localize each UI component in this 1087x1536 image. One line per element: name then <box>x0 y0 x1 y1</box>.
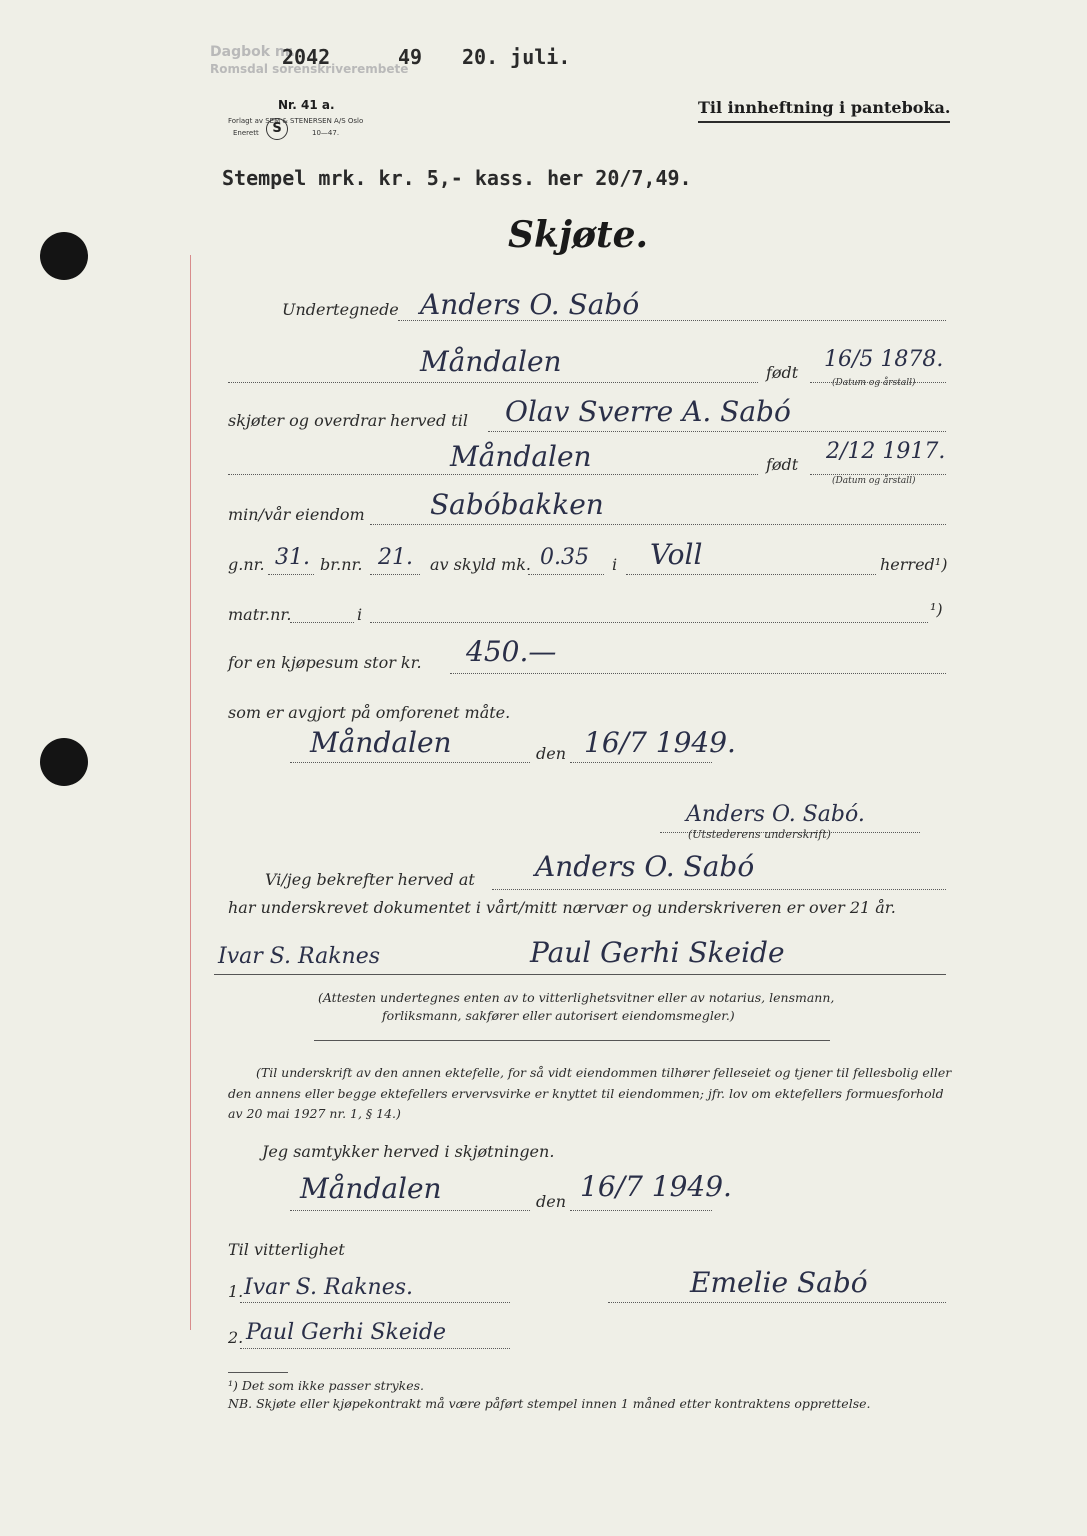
margin-line <box>190 255 191 1330</box>
publisher-logo-icon: S <box>266 118 288 140</box>
brnr-label: br.nr. <box>320 555 363 574</box>
witness-heading: Til vitterlighet <box>228 1240 345 1259</box>
skyld-value: 0.35 <box>540 545 589 570</box>
witness2-number: 2. <box>228 1328 244 1347</box>
buyer-place-line <box>228 474 758 475</box>
matr-place-line <box>370 622 928 623</box>
transfer-label: skjøter og overdrar herved til <box>228 411 468 430</box>
matr-label: matr.nr. <box>228 605 292 624</box>
spouse-note-line1: (Til underskrift av den annen ektefelle, for så vidt eiendommen tilhører felleseiet og tjener til fellesbolig eller <box>256 1065 952 1080</box>
seller-name: Anders O. Sabó <box>420 288 640 321</box>
price-label: for en kjøpesum stor kr. <box>228 653 422 672</box>
witness2-signature: Paul Gerhi Skeide <box>530 936 785 969</box>
witness2-bottom-signature: Paul Gerhi Skeide <box>246 1320 446 1345</box>
buyer-place: Måndalen <box>450 440 592 473</box>
seller-place-line <box>228 382 758 383</box>
confirm-text: har underskrevet dokumentet i vårt/mitt nærvær og underskriveren er over 21 år. <box>228 898 896 917</box>
attest-note-line2: forliksmann, sakfører eller autorisert eiendomsmegler.) <box>382 1008 735 1023</box>
matr-i-label: i <box>357 605 363 624</box>
buyer-name: Olav Sverre A. Sabó <box>505 395 791 428</box>
consent-date-line <box>570 1210 712 1211</box>
seller-date-caption: (Datum og årstall) <box>832 378 916 388</box>
consent-place: Måndalen <box>300 1172 442 1205</box>
skyld-label: av skyld mk. <box>430 555 532 574</box>
herred-line <box>626 574 876 575</box>
confirm-name-line <box>492 889 946 890</box>
issuer-signature: Anders O. Sabó. <box>686 802 865 827</box>
gnr-label: g.nr. <box>228 555 265 574</box>
witness1-signature: Ivar S. Raknes <box>218 944 381 969</box>
spouse-signature-line <box>608 1302 946 1303</box>
issuer-caption: (Utstederens underskrift) <box>688 828 831 841</box>
footnote-1: ¹) Det som ikke passer strykes. <box>228 1378 425 1393</box>
publisher-code: 10—47. <box>312 129 340 137</box>
witness2-line <box>240 1348 510 1349</box>
agreed-text: som er avgjort på omforenet måte. <box>228 703 511 722</box>
dagbok-year: 49 <box>398 45 423 69</box>
sign-date-line <box>570 762 712 763</box>
price-value: 450.— <box>466 635 557 668</box>
buyer-born-label: født <box>766 455 799 474</box>
dagbok-number: 2042 <box>282 45 331 69</box>
skyld-i-label: i <box>612 555 618 574</box>
buyer-date-caption: (Datum og årstall) <box>832 476 916 486</box>
herred-name: Voll <box>650 538 703 571</box>
gnr-value: 31. <box>275 545 310 570</box>
consent-date: 16/7 1949. <box>580 1170 732 1203</box>
document-title: Skjøte. <box>508 214 649 256</box>
confirm-label: Vi/jeg bekrefter herved at <box>265 870 475 889</box>
sign-date: 16/7 1949. <box>584 726 736 759</box>
filing-note-underline <box>698 121 950 123</box>
consent-text: Jeg samtykker herved i skjøtningen. <box>262 1142 555 1161</box>
witness1-line <box>240 1302 510 1303</box>
seller-birth-date: 16/5 1878. <box>824 347 944 372</box>
seller-place: Måndalen <box>420 345 562 378</box>
brnr-value: 21. <box>378 545 413 570</box>
skyld-line <box>528 574 604 575</box>
property-name: Sabóbakken <box>430 488 604 521</box>
spouse-signature: Emelie Sabó <box>690 1266 868 1299</box>
sign-place-line <box>290 762 530 763</box>
witness1-number: 1. <box>228 1282 244 1301</box>
section-divider <box>314 1040 830 1041</box>
spouse-note-line3: av 20 mai 1927 nr. 1, § 14.) <box>228 1106 401 1121</box>
attest-note-line1: (Attesten undertegnes enten av to vitterlighetsvitner eller av notarius, lensmann, <box>318 990 835 1005</box>
witness-signature-line <box>214 974 946 975</box>
seller-born-label: født <box>766 363 799 382</box>
sign-den-label: den <box>536 744 567 763</box>
gnr-line <box>268 574 314 575</box>
price-line <box>450 673 946 674</box>
consent-den-label: den <box>536 1192 567 1211</box>
publisher-line1: Forlagt av SEM & STENERSEN A/S Oslo <box>228 117 364 125</box>
publisher-line2: Enerett <box>233 129 259 137</box>
stamp-duty-note: Stempel mrk. kr. 5,- kass. her 20/7,49. <box>222 166 692 190</box>
footnote-divider <box>228 1372 288 1373</box>
property-line <box>370 524 946 525</box>
punch-hole-bottom <box>40 738 88 786</box>
form-number: Nr. 41 a. <box>278 98 335 112</box>
punch-hole-top <box>40 232 88 280</box>
buyer-birth-date: 2/12 1917. <box>826 439 946 464</box>
sign-place: Måndalen <box>310 726 452 759</box>
witness1-bottom-signature: Ivar S. Raknes. <box>244 1275 414 1300</box>
registry-stamp-line2: Romsdal sorenskriverembete <box>210 62 409 76</box>
consent-place-line <box>290 1210 530 1211</box>
buyer-name-line <box>488 431 946 432</box>
brnr-line <box>370 574 420 575</box>
buyer-birth-line <box>810 474 946 475</box>
herred-label: herred¹) <box>880 555 948 574</box>
spouse-note-line2: den annens eller begge ektefellers ervervsvirke er knyttet til eiendommen; jfr. lov om ektefellers formuesforhold <box>228 1086 944 1101</box>
footnote-2: NB. Skjøte eller kjøpekontrakt må være påført stempel innen 1 måned etter kontraktens opprettelse. <box>228 1396 871 1411</box>
property-label: min/vår eiendom <box>228 505 365 524</box>
registry-stamp-line1: Dagbok nr. <box>210 44 296 60</box>
undersigned-label: Undertegnede <box>282 300 399 319</box>
matr-line <box>290 622 354 623</box>
dagbok-date: 20. juli. <box>462 45 571 69</box>
filing-note: Til innheftning i panteboka. <box>698 98 951 117</box>
confirm-name: Anders O. Sabó <box>535 850 755 883</box>
matr-footnote-ref: ¹) <box>930 600 943 619</box>
